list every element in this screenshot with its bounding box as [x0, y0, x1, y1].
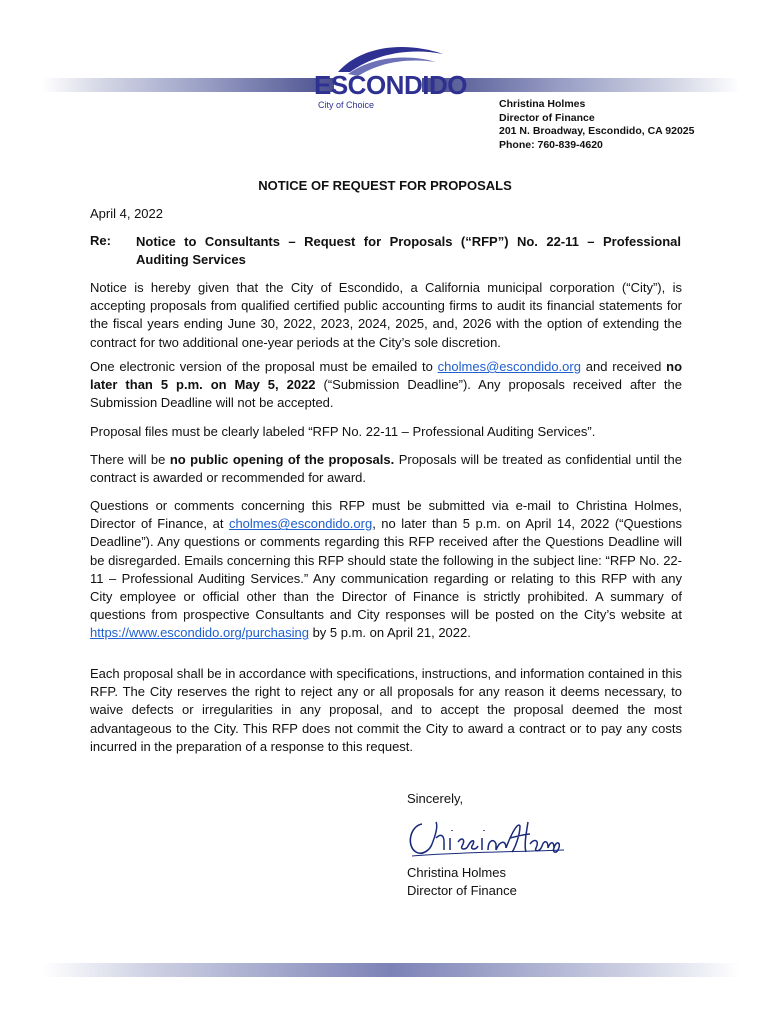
re-subject: Notice to Consultants – Request for Proposals (“RFP”) No. 22-11 – Professional Auditing Services	[136, 234, 681, 267]
logo-wordmark: ESCONDIDO	[314, 70, 467, 100]
letterhead-title: Director of Finance	[499, 111, 595, 124]
paragraph-submission	[90, 358, 682, 413]
no-public-opening-bold: no public opening of the proposals.	[169, 452, 395, 467]
escondido-logo	[308, 42, 467, 112]
letterhead-phone: Phone: 760-839-4620	[499, 138, 603, 151]
footer-band	[42, 963, 740, 977]
p2-text-a: One electronic version of the proposal must be emailed to	[90, 359, 438, 374]
header-band-left	[42, 78, 334, 92]
logo-tagline: City of Choice	[318, 100, 375, 110]
email-link-questions[interactable]: cholmes@escondido.org	[228, 516, 373, 532]
p5-text-a: Questions or comments concerning this RFP must be submitted via e-mail to Christina Holmes, Director of Finance, at	[90, 498, 682, 532]
signer-name: Christina Holmes	[407, 865, 506, 880]
paragraph-notice: Notice is hereby given that the City of Escondido, a California municipal corporation (“City”), is accepting proposals from qualified certified public accounting firms to audit its financial statements for the fiscal years ending June 30, 2022, 2023, 2024, 2025, and, 2026 with the option of extending the contract for two additional one-year periods at the City’s sole discretion.	[90, 280, 682, 350]
p2-text-b: and received	[580, 359, 667, 374]
signer-block	[407, 864, 517, 900]
p5-text-c: by 5 p.m. on April 21, 2022.	[308, 625, 471, 641]
email-link-submission[interactable]: cholmes@escondido.org	[437, 359, 581, 374]
document-title: NOTICE OF REQUEST FOR PROPOSALS	[258, 178, 512, 193]
re-label: Re:	[90, 233, 111, 248]
signer-title: Director of Finance	[407, 883, 517, 898]
paragraph-public-opening	[90, 451, 682, 487]
paragraph-terms: Each proposal shall be in accordance with specifications, instructions, and information contained in this RFP. The City reserves the right to reject any or all proposals for any reason it deems necessary, to waive defects or irregularities in any proposal, and to accept the proposal deemed the most advantageous to the City. This RFP does not commit the City to award a contract or to pay any costs incurred in the preparation of a response to this request.	[90, 666, 682, 754]
handwritten-signature	[402, 812, 567, 862]
closing-salutation: Sincerely,	[407, 791, 464, 806]
p4-text-a: There will be	[90, 452, 170, 467]
paragraph-questions	[90, 497, 682, 643]
letterhead-contact	[499, 98, 695, 152]
paragraph-labeling: Proposal files must be clearly labeled “RFP No. 22-11 – Professional Auditing Services”.	[90, 424, 596, 439]
header-band-right	[422, 78, 740, 92]
p5-text-b: , no later than 5 p.m. on April 14, 2022 (“Questions Deadline”). Any questions or comments regarding this RFP received after the Questions Deadline will be disregarded. Emails concerning this RFP should state the following in the subject line: “RFP No. 22-11 – Professional Auditing Services.” Any communication regarding or relating to this RFP with any City employee or official other than the Director of Finance is strictly prohibited. A summary of questions from prospective Consultants and City responses will be posted on the City’s website at	[90, 516, 683, 623]
letterhead-name: Christina Holmes	[499, 98, 586, 110]
document-date: April 4, 2022	[90, 206, 163, 221]
purchasing-website-link[interactable]: https://www.escondido.org/purchasing	[90, 625, 309, 641]
p4-text-b: Proposals will be treated as confidential until the contract is awarded or recommended for award.	[90, 452, 683, 486]
p2-text-c: (“Submission Deadline”). Any proposals received after the Submission Deadline will not be accepted.	[90, 377, 682, 411]
submission-deadline-bold: no later than 5 p.m. on May 5, 2022	[90, 359, 683, 393]
letterhead-address: 201 N. Broadway, Escondido, CA 92025	[499, 125, 695, 137]
